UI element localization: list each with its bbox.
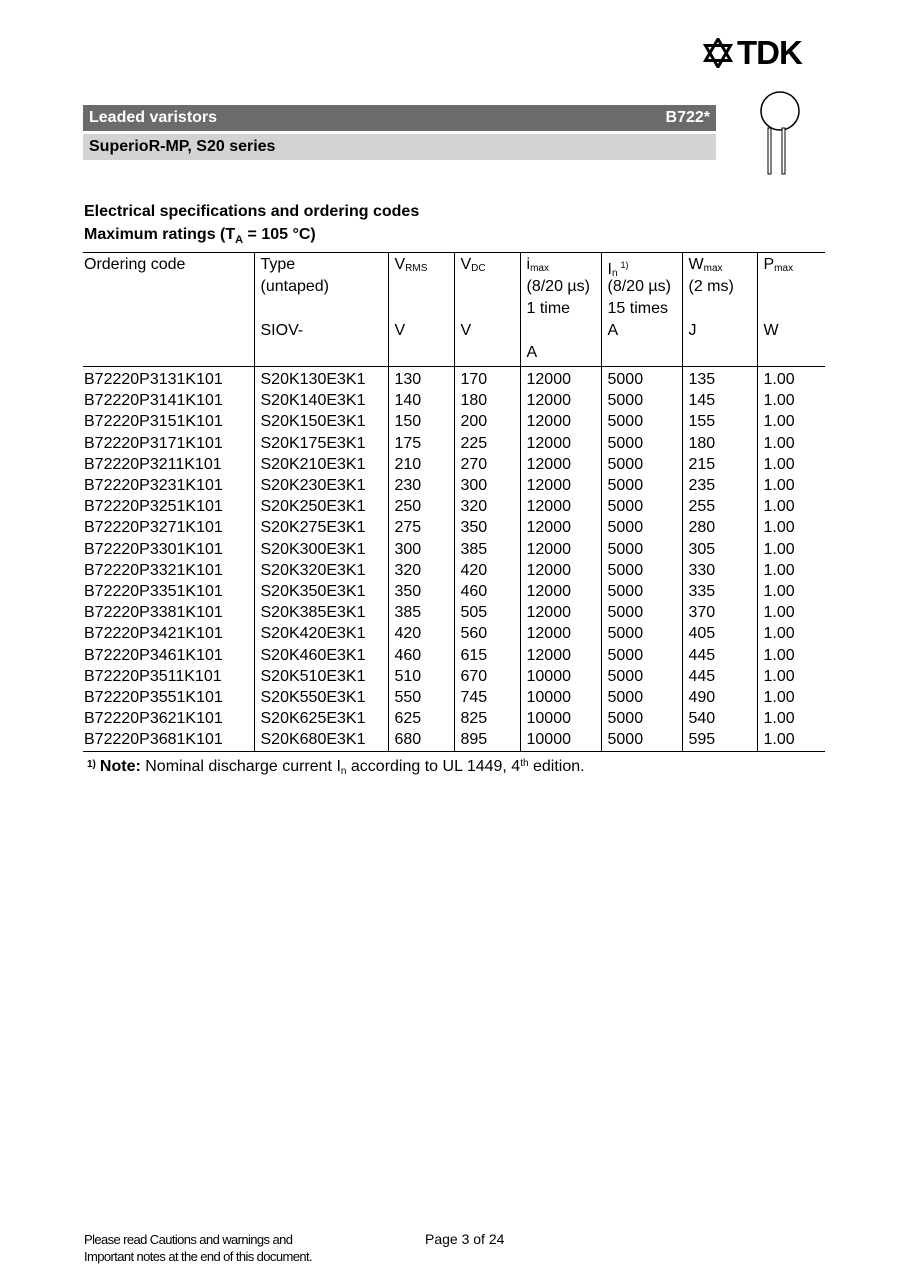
cell-wmax: 180 [682, 433, 757, 454]
cell-wmax: 445 [682, 666, 757, 687]
footnote-marker: 1) [87, 759, 96, 770]
cell-in: 5000 [601, 390, 682, 411]
cell-pmax: 1.00 [757, 623, 825, 644]
header-title-bar [83, 105, 716, 131]
section-heading [84, 200, 419, 252]
cell-pmax: 1.00 [757, 687, 825, 708]
cell-imax: 10000 [520, 729, 601, 751]
cell-in: 5000 [601, 729, 682, 751]
cell-ordering-code: B72220P3351K101 [84, 583, 223, 601]
cell-vrms: 680 [388, 729, 454, 751]
cell-vdc: 300 [454, 475, 520, 496]
cell-imax: 12000 [520, 517, 601, 538]
cell-wmax: 595 [682, 729, 757, 751]
cell-imax: 12000 [520, 367, 601, 391]
cell-type: S20K300E3K1 [254, 539, 388, 560]
cell-ordering-code: B72220P3131K101 [84, 371, 223, 388]
cell-imax: 12000 [520, 496, 601, 517]
table-row [83, 687, 825, 708]
cell-vdc: 560 [454, 623, 520, 644]
cell-type: S20K175E3K1 [254, 433, 388, 454]
cell-type: S20K420E3K1 [254, 623, 388, 644]
cell-wmax: 305 [682, 539, 757, 560]
cell-ordering-code: B72220P3551K101 [84, 689, 223, 707]
ratings-title: Maximum ratings ($T_A = 105$ °C) [84, 226, 316, 247]
cell-imax: 12000 [520, 645, 601, 666]
cell-in: 5000 [601, 454, 682, 475]
table-row [83, 433, 825, 454]
cell-vdc: 825 [454, 708, 520, 729]
cell-vrms: 130 [388, 367, 454, 391]
cell-imax: 10000 [520, 666, 601, 687]
cell-vrms: 140 [388, 390, 454, 411]
cell-pmax: 1.00 [757, 708, 825, 729]
table-row [83, 390, 825, 411]
varistor-illustration [758, 88, 802, 178]
cell-wmax: 280 [682, 517, 757, 538]
cell-vdc: 420 [454, 560, 520, 581]
cell-in: 5000 [601, 539, 682, 560]
cell-ordering-code: B72220P3461K101 [84, 646, 223, 664]
spec-table [83, 252, 825, 752]
cell-in: 5000 [601, 475, 682, 496]
cell-ordering-code: B72220P3511K101 [84, 667, 222, 685]
cell-wmax: 330 [682, 560, 757, 581]
cell-pmax: 1.00 [757, 517, 825, 538]
cell-type: S20K385E3K1 [254, 602, 388, 623]
spec-table-body [83, 367, 825, 752]
cell-wmax: 135 [682, 367, 757, 391]
cell-imax: 12000 [520, 454, 601, 475]
cell-in: 5000 [601, 645, 682, 666]
cell-ordering-code: B72220P3381K101 [84, 604, 223, 622]
cell-vrms: 510 [388, 666, 454, 687]
cell-imax: 12000 [520, 539, 601, 560]
cell-wmax: 215 [682, 454, 757, 475]
cell-pmax: 1.00 [757, 539, 825, 560]
table-row [83, 645, 825, 666]
table-row [83, 666, 825, 687]
cell-type: S20K140E3K1 [254, 390, 388, 411]
cell-type: S20K130E3K1 [254, 367, 388, 391]
cell-in: 5000 [601, 687, 682, 708]
cell-imax: 12000 [520, 411, 601, 432]
cell-wmax: 255 [682, 496, 757, 517]
col-imax: imax (8/20 µs) 1 time A [520, 253, 601, 367]
series-title: SuperioR-MP, S20 series [89, 138, 276, 155]
cell-pmax: 1.00 [757, 454, 825, 475]
cell-vrms: 275 [388, 517, 454, 538]
cell-type: S20K350E3K1 [254, 581, 388, 602]
cell-pmax: 1.00 [757, 666, 825, 687]
cell-vdc: 200 [454, 411, 520, 432]
cell-imax: 10000 [520, 708, 601, 729]
cell-ordering-code: B72220P3251K101 [84, 498, 223, 516]
footer-cautions [84, 1231, 312, 1265]
cell-pmax: 1.00 [757, 560, 825, 581]
cell-vrms: 460 [388, 645, 454, 666]
tdk-logo [703, 36, 802, 70]
cell-in: 5000 [601, 411, 682, 432]
table-row [83, 496, 825, 517]
cell-wmax: 445 [682, 645, 757, 666]
cell-pmax: 1.00 [757, 367, 825, 391]
page-number: Page 3 of 24 [425, 1231, 505, 1247]
cell-vrms: 350 [388, 581, 454, 602]
table-row [83, 475, 825, 496]
footnote: $^{1)}$ Note: Nominal discharge current In according to UL 1449, 4th edition. [87, 758, 585, 777]
cell-vrms: 550 [388, 687, 454, 708]
cell-imax: 12000 [520, 623, 601, 644]
cell-wmax: 335 [682, 581, 757, 602]
cell-type: S20K510E3K1 [254, 666, 388, 687]
cell-type: S20K250E3K1 [254, 496, 388, 517]
cell-vdc: 505 [454, 602, 520, 623]
cell-type: S20K680E3K1 [254, 729, 388, 751]
cell-type: S20K550E3K1 [254, 687, 388, 708]
cell-in: 5000 [601, 581, 682, 602]
cell-in: 5000 [601, 433, 682, 454]
cell-ordering-code: B72220P3141K101 [84, 392, 223, 410]
cell-pmax: 1.00 [757, 390, 825, 411]
cell-type: S20K150E3K1 [254, 411, 388, 432]
cell-type: S20K230E3K1 [254, 475, 388, 496]
cell-type: S20K460E3K1 [254, 645, 388, 666]
cell-imax: 10000 [520, 687, 601, 708]
cell-wmax: 155 [682, 411, 757, 432]
cell-vdc: 670 [454, 666, 520, 687]
cell-ordering-code: B72220P3271K101 [84, 519, 223, 537]
footer-line-1: Please read Cautions and warnings and [84, 1232, 293, 1247]
cell-vdc: 745 [454, 687, 520, 708]
cell-ordering-code: B72220P3621K101 [84, 710, 223, 728]
col-in: In$^{1)}$ (8/20 µs) 15 times A [601, 253, 682, 367]
table-row [83, 517, 825, 538]
cell-wmax: 370 [682, 602, 757, 623]
col-ordering-code: Ordering code [84, 256, 186, 273]
cell-vdc: 320 [454, 496, 520, 517]
table-row [83, 367, 825, 391]
cell-type: S20K275E3K1 [254, 517, 388, 538]
part-family: B722* [665, 109, 710, 126]
cell-type: S20K320E3K1 [254, 560, 388, 581]
cell-in: 5000 [601, 496, 682, 517]
cell-pmax: 1.00 [757, 496, 825, 517]
table-row [83, 560, 825, 581]
tdk-emblem-icon [703, 38, 733, 68]
cell-imax: 12000 [520, 390, 601, 411]
cell-pmax: 1.00 [757, 602, 825, 623]
cell-vrms: 210 [388, 454, 454, 475]
cell-vdc: 615 [454, 645, 520, 666]
col-pmax: Pmax W [757, 253, 825, 367]
cell-in: 5000 [601, 623, 682, 644]
cell-pmax: 1.00 [757, 645, 825, 666]
cell-vrms: 320 [388, 560, 454, 581]
cell-vrms: 150 [388, 411, 454, 432]
cell-vdc: 350 [454, 517, 520, 538]
table-row [83, 454, 825, 475]
cell-pmax: 1.00 [757, 581, 825, 602]
cell-vdc: 385 [454, 539, 520, 560]
table-row [83, 623, 825, 644]
cell-imax: 12000 [520, 581, 601, 602]
cell-vrms: 175 [388, 433, 454, 454]
section-title: Electrical specifications and ordering codes [84, 203, 420, 220]
table-row [83, 729, 825, 751]
cell-ordering-code: B72220P3301K101 [84, 540, 223, 558]
cell-vrms: 625 [388, 708, 454, 729]
cell-type: S20K625E3K1 [254, 708, 388, 729]
cell-in: 5000 [601, 666, 682, 687]
cell-vrms: 300 [388, 539, 454, 560]
footer-line-2: Important notes at the end of this document. [84, 1249, 312, 1264]
cell-ordering-code: B72220P3231K101 [84, 477, 223, 495]
cell-vrms: 385 [388, 602, 454, 623]
table-header-row [83, 253, 825, 367]
cell-type: S20K210E3K1 [254, 454, 388, 475]
col-wmax: Wmax (2 ms) J [682, 253, 757, 367]
cell-ordering-code: B72220P3421K101 [84, 625, 223, 643]
cell-ordering-code: B72220P3681K101 [84, 731, 223, 749]
cell-imax: 12000 [520, 602, 601, 623]
cell-ordering-code: B72220P3211K101 [84, 455, 222, 473]
cell-vrms: 230 [388, 475, 454, 496]
cell-vdc: 170 [454, 367, 520, 391]
col-vdc: VDC V [454, 253, 520, 367]
cell-vdc: 270 [454, 454, 520, 475]
cell-imax: 12000 [520, 560, 601, 581]
cell-pmax: 1.00 [757, 729, 825, 751]
cell-wmax: 490 [682, 687, 757, 708]
cell-pmax: 1.00 [757, 475, 825, 496]
table-row [83, 539, 825, 560]
cell-pmax: 1.00 [757, 411, 825, 432]
cell-vrms: 420 [388, 623, 454, 644]
cell-wmax: 145 [682, 390, 757, 411]
cell-vdc: 895 [454, 729, 520, 751]
cell-imax: 12000 [520, 433, 601, 454]
cell-pmax: 1.00 [757, 433, 825, 454]
cell-wmax: 235 [682, 475, 757, 496]
table-row [83, 411, 825, 432]
tdk-logo-text: TDK [737, 34, 802, 71]
cell-ordering-code: B72220P3151K101 [84, 413, 223, 431]
footnote-label: Note: [99, 758, 141, 775]
cell-vdc: 180 [454, 390, 520, 411]
table-row [83, 708, 825, 729]
table-row [83, 602, 825, 623]
cell-in: 5000 [601, 602, 682, 623]
cell-in: 5000 [601, 367, 682, 391]
cell-wmax: 540 [682, 708, 757, 729]
cell-vdc: 225 [454, 433, 520, 454]
col-type: Type (untaped) SIOV- [254, 253, 388, 367]
series-bar [83, 134, 716, 160]
table-row [83, 581, 825, 602]
cell-in: 5000 [601, 560, 682, 581]
cell-vrms: 250 [388, 496, 454, 517]
cell-imax: 12000 [520, 475, 601, 496]
cell-ordering-code: B72220P3171K101 [84, 434, 223, 452]
col-vrms: VRMS V [388, 253, 454, 367]
cell-wmax: 405 [682, 623, 757, 644]
cell-vdc: 460 [454, 581, 520, 602]
cell-ordering-code: B72220P3321K101 [84, 561, 223, 579]
cell-in: 5000 [601, 708, 682, 729]
header-title: Leaded varistors [89, 109, 218, 126]
cell-in: 5000 [601, 517, 682, 538]
